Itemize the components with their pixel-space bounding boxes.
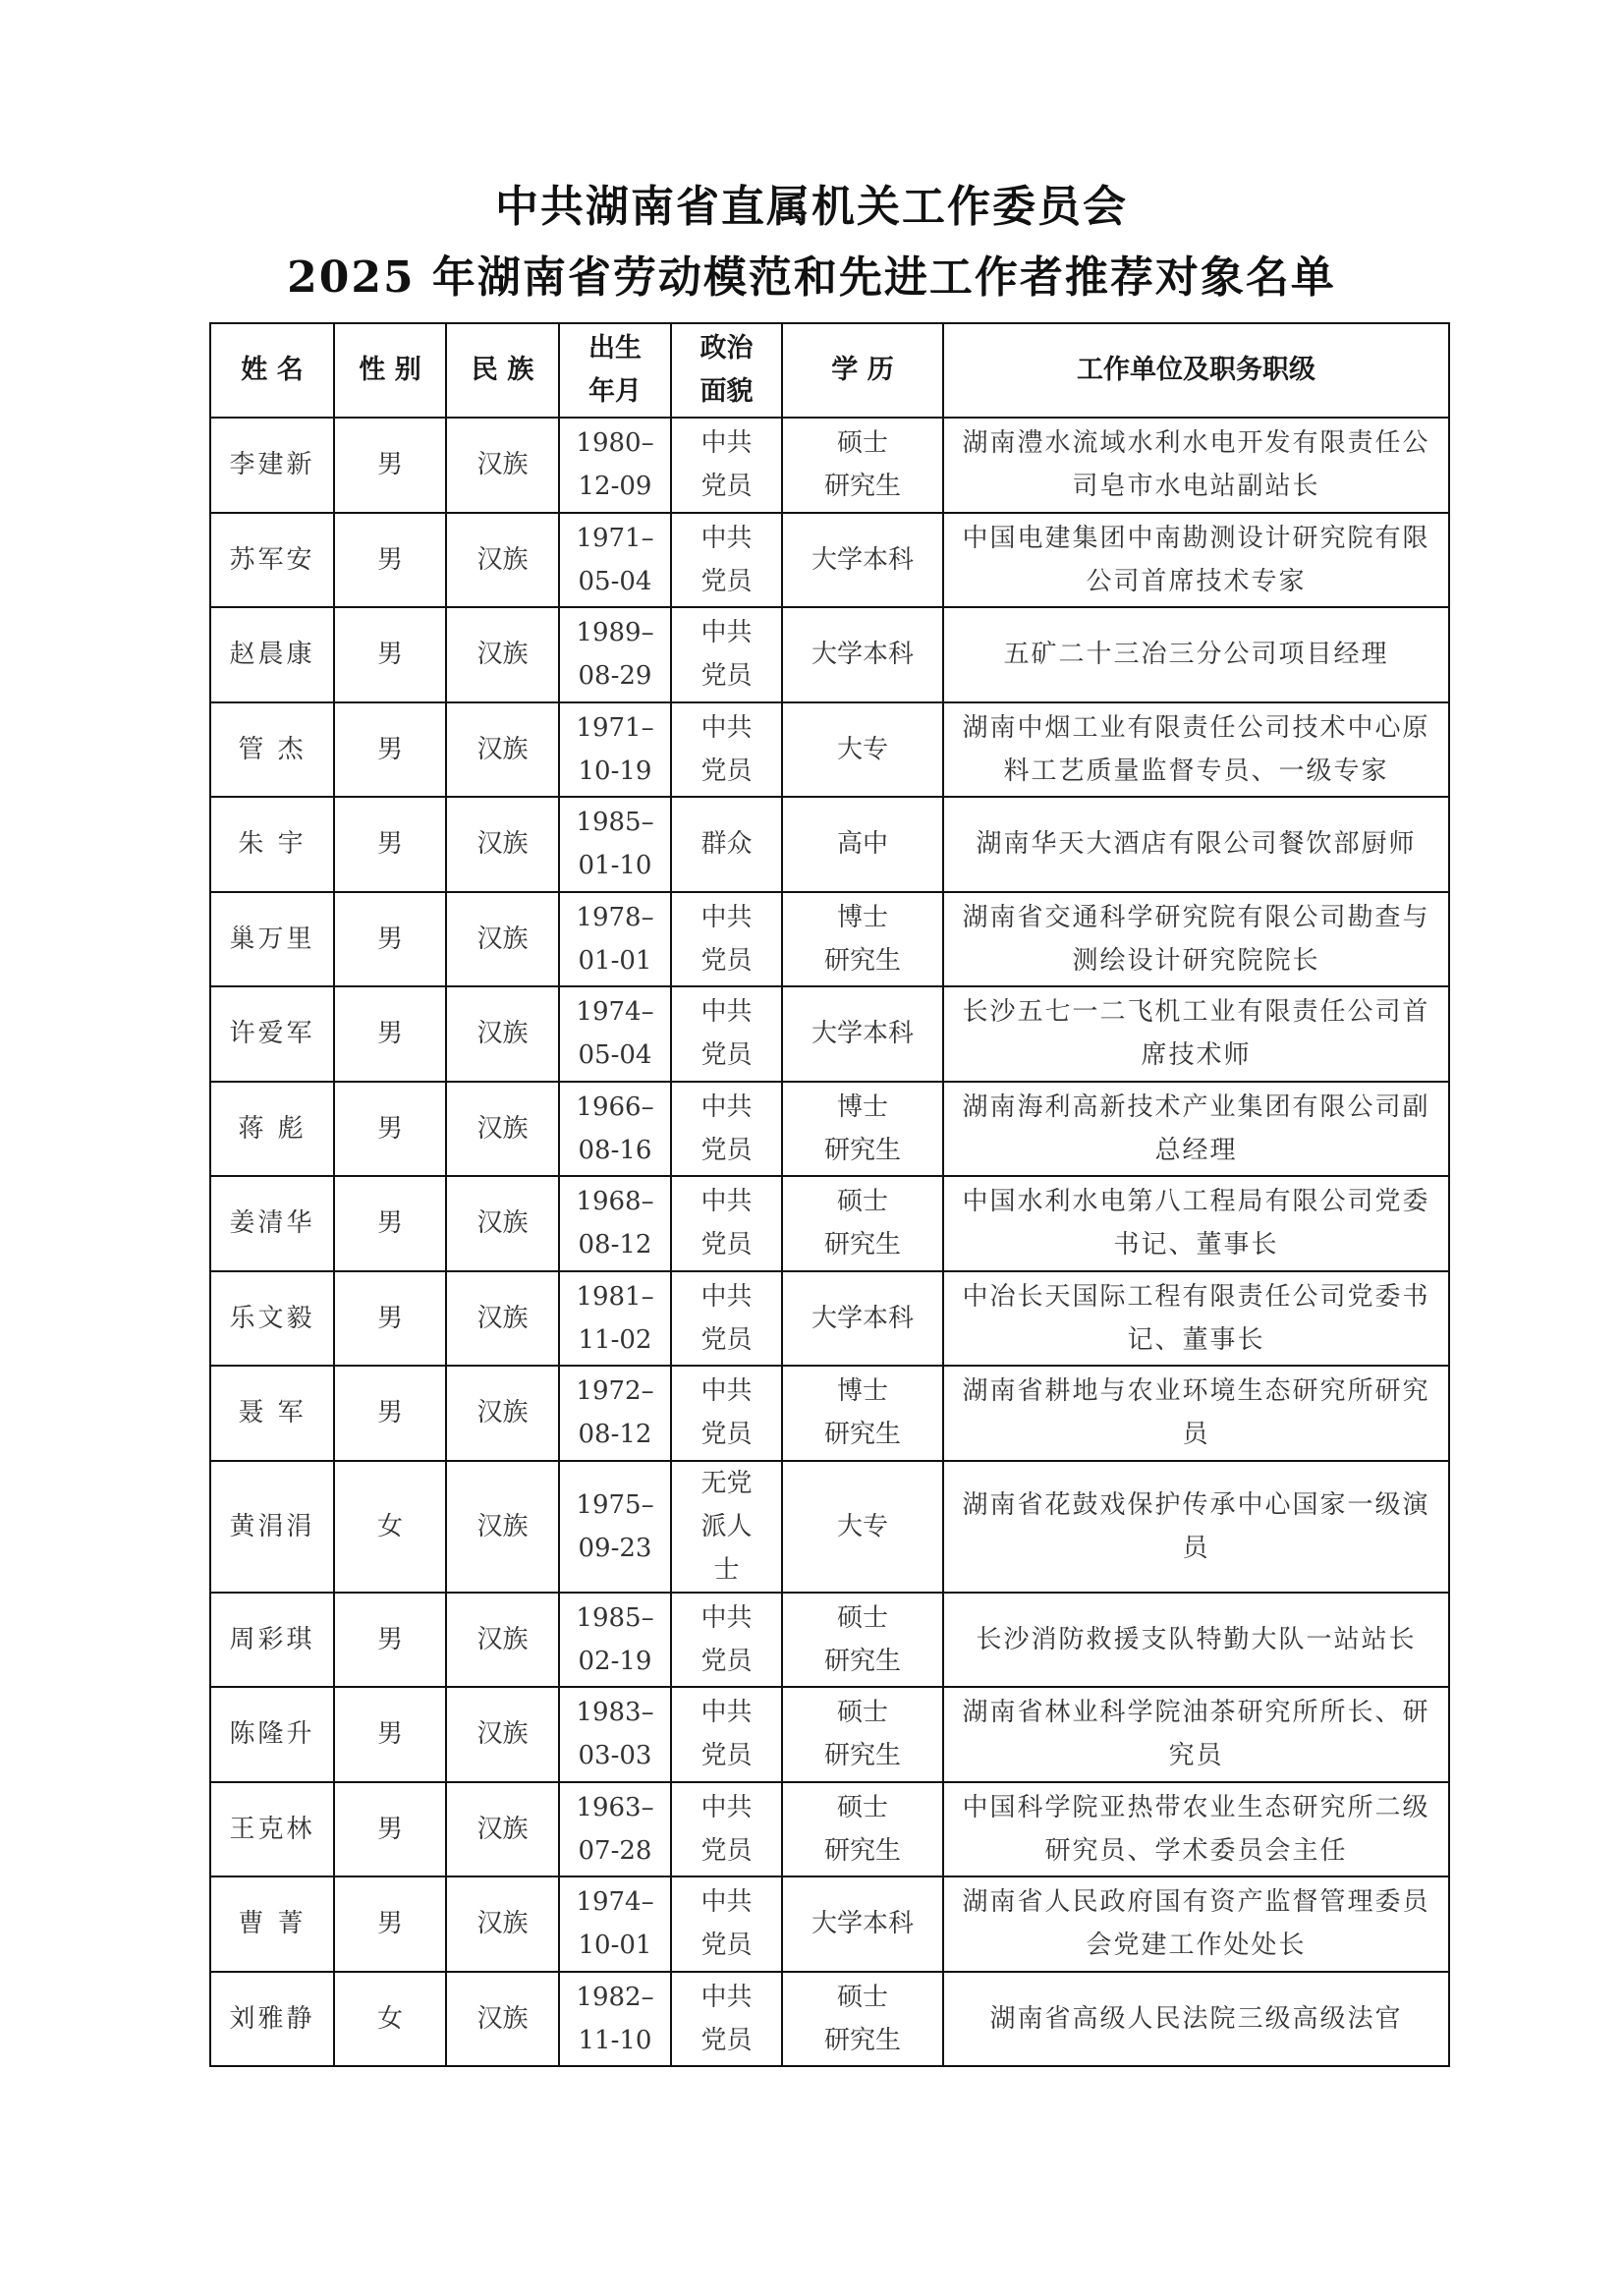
cell-birth: 1972– 08-12 bbox=[559, 1366, 671, 1461]
table-row bbox=[210, 1972, 1449, 2067]
header-name: 姓 名 bbox=[210, 323, 334, 418]
cell-name: 巢万里 bbox=[210, 892, 334, 987]
cell-gender: 男 bbox=[334, 702, 446, 798]
cell-name: 周彩琪 bbox=[210, 1593, 334, 1688]
table-row bbox=[210, 513, 1449, 608]
cell-gender: 男 bbox=[334, 1366, 446, 1461]
cell-name: 乐文毅 bbox=[210, 1271, 334, 1367]
cell-unit: 湖南海利高新技术产业集团有限公司副总经理 bbox=[943, 1082, 1449, 1177]
header-political: 政治 面貌 bbox=[671, 323, 782, 418]
cell-name: 管 杰 bbox=[210, 702, 334, 798]
cell-unit: 长沙消防救援支队特勤大队一站站长 bbox=[943, 1593, 1449, 1688]
cell-gender: 男 bbox=[334, 986, 446, 1082]
cell-ethnicity: 汉族 bbox=[446, 1366, 559, 1461]
cell-unit: 中国水利水电第八工程局有限公司党委书记、董事长 bbox=[943, 1176, 1449, 1271]
cell-name: 黄涓涓 bbox=[210, 1461, 334, 1593]
table-row bbox=[210, 797, 1449, 892]
cell-political: 中共 党员 bbox=[671, 513, 782, 608]
cell-ethnicity: 汉族 bbox=[446, 1082, 559, 1177]
cell-ethnicity: 汉族 bbox=[446, 1687, 559, 1782]
cell-gender: 男 bbox=[334, 1176, 446, 1271]
cell-political: 中共 党员 bbox=[671, 1366, 782, 1461]
cell-unit: 湖南省耕地与农业环境生态研究所研究员 bbox=[943, 1366, 1449, 1461]
cell-unit: 湖南省高级人民法院三级高级法官 bbox=[943, 1972, 1449, 2067]
table-row bbox=[210, 1082, 1449, 1177]
cell-unit: 湖南华天大酒店有限公司餐饮部厨师 bbox=[943, 797, 1449, 892]
cell-birth: 1989– 08-29 bbox=[559, 607, 671, 702]
header-gender: 性 别 bbox=[334, 323, 446, 418]
cell-political: 中共 党员 bbox=[671, 1593, 782, 1688]
cell-gender: 男 bbox=[334, 1687, 446, 1782]
cell-gender: 男 bbox=[334, 1782, 446, 1877]
table-row bbox=[210, 607, 1449, 702]
cell-political: 中共 党员 bbox=[671, 1782, 782, 1877]
cell-birth: 1971– 10-19 bbox=[559, 702, 671, 798]
cell-education: 硕士 研究生 bbox=[782, 1593, 943, 1688]
cell-gender: 男 bbox=[334, 607, 446, 702]
cell-unit: 中国科学院亚热带农业生态研究所二级研究员、学术委员会主任 bbox=[943, 1782, 1449, 1877]
cell-education: 硕士 研究生 bbox=[782, 1972, 943, 2067]
cell-name: 蒋 彪 bbox=[210, 1082, 334, 1177]
cell-birth: 1963– 07-28 bbox=[559, 1782, 671, 1877]
table-row bbox=[210, 892, 1449, 987]
cell-name: 许爱军 bbox=[210, 986, 334, 1082]
cell-name: 陈隆升 bbox=[210, 1687, 334, 1782]
header-birth: 出生 年月 bbox=[559, 323, 671, 418]
title-line-1: 中共湖南省直属机关工作委员会 bbox=[495, 182, 1128, 232]
cell-unit: 湖南省林业科学院油茶研究所所长、研究员 bbox=[943, 1687, 1449, 1782]
cell-name: 姜清华 bbox=[210, 1176, 334, 1271]
cell-education: 博士 研究生 bbox=[782, 1082, 943, 1177]
cell-name: 李建新 bbox=[210, 418, 334, 513]
cell-birth: 1974– 05-04 bbox=[559, 986, 671, 1082]
header-education: 学 历 bbox=[782, 323, 943, 418]
cell-name: 赵晨康 bbox=[210, 607, 334, 702]
cell-gender: 男 bbox=[334, 418, 446, 513]
table-row bbox=[210, 1366, 1449, 1461]
cell-ethnicity: 汉族 bbox=[446, 986, 559, 1082]
cell-birth: 1981– 11-02 bbox=[559, 1271, 671, 1367]
cell-name: 曹 菁 bbox=[210, 1876, 334, 1972]
table-row bbox=[210, 418, 1449, 513]
cell-political: 中共 党员 bbox=[671, 607, 782, 702]
cell-political: 中共 党员 bbox=[671, 1176, 782, 1271]
cell-ethnicity: 汉族 bbox=[446, 892, 559, 987]
cell-ethnicity: 汉族 bbox=[446, 1593, 559, 1688]
cell-birth: 1971– 05-04 bbox=[559, 513, 671, 608]
cell-birth: 1985– 01-10 bbox=[559, 797, 671, 892]
cell-education: 硕士 研究生 bbox=[782, 418, 943, 513]
cell-political: 群众 bbox=[671, 797, 782, 892]
cell-ethnicity: 汉族 bbox=[446, 1271, 559, 1367]
cell-gender: 男 bbox=[334, 1876, 446, 1972]
table-row bbox=[210, 1176, 1449, 1271]
cell-education: 大专 bbox=[782, 702, 943, 798]
cell-unit: 湖南中烟工业有限责任公司技术中心原料工艺质量监督专员、一级专家 bbox=[943, 702, 1449, 798]
cell-ethnicity: 汉族 bbox=[446, 513, 559, 608]
cell-birth: 1983– 03-03 bbox=[559, 1687, 671, 1782]
cell-education: 硕士 研究生 bbox=[782, 1176, 943, 1271]
cell-unit: 湖南省交通科学研究院有限公司勘查与测绘设计研究院院长 bbox=[943, 892, 1449, 987]
nominee-table bbox=[209, 322, 1450, 2067]
cell-birth: 1966– 08-16 bbox=[559, 1082, 671, 1177]
cell-political: 中共 党员 bbox=[671, 1082, 782, 1177]
cell-ethnicity: 汉族 bbox=[446, 797, 559, 892]
cell-political: 中共 党员 bbox=[671, 986, 782, 1082]
cell-political: 中共 党员 bbox=[671, 1271, 782, 1367]
cell-gender: 男 bbox=[334, 1593, 446, 1688]
cell-education: 大学本科 bbox=[782, 513, 943, 608]
cell-gender: 女 bbox=[334, 1461, 446, 1593]
table-row bbox=[210, 1593, 1449, 1688]
cell-gender: 男 bbox=[334, 1271, 446, 1367]
cell-education: 大学本科 bbox=[782, 986, 943, 1082]
cell-unit: 中冶长天国际工程有限责任公司党委书记、董事长 bbox=[943, 1271, 1449, 1367]
cell-birth: 1980– 12-09 bbox=[559, 418, 671, 513]
header-unit: 工作单位及职务职级 bbox=[943, 323, 1449, 418]
cell-education: 硕士 研究生 bbox=[782, 1687, 943, 1782]
cell-birth: 1974– 10-01 bbox=[559, 1876, 671, 1972]
cell-name: 苏军安 bbox=[210, 513, 334, 608]
table-row bbox=[210, 986, 1449, 1082]
cell-education: 博士 研究生 bbox=[782, 1366, 943, 1461]
cell-political: 中共 党员 bbox=[671, 1876, 782, 1972]
table-row bbox=[210, 1876, 1449, 1972]
cell-birth: 1978– 01-01 bbox=[559, 892, 671, 987]
table-row bbox=[210, 1687, 1449, 1782]
cell-gender: 男 bbox=[334, 892, 446, 987]
cell-unit: 长沙五七一二飞机工业有限责任公司首席技术师 bbox=[943, 986, 1449, 1082]
cell-ethnicity: 汉族 bbox=[446, 1782, 559, 1877]
cell-unit: 中国电建集团中南勘测设计研究院有限公司首席技术专家 bbox=[943, 513, 1449, 608]
cell-political: 中共 党员 bbox=[671, 702, 782, 798]
cell-unit: 五矿二十三冶三分公司项目经理 bbox=[943, 607, 1449, 702]
cell-ethnicity: 汉族 bbox=[446, 1972, 559, 2067]
cell-education: 博士 研究生 bbox=[782, 892, 943, 987]
cell-education: 大学本科 bbox=[782, 1876, 943, 1972]
cell-unit: 湖南省人民政府国有资产监督管理委员会党建工作处处长 bbox=[943, 1876, 1449, 1972]
cell-unit: 湖南澧水流域水利水电开发有限责任公司皂市水电站副站长 bbox=[943, 418, 1449, 513]
cell-education: 硕士 研究生 bbox=[782, 1782, 943, 1877]
cell-birth: 1975– 09-23 bbox=[559, 1461, 671, 1593]
cell-name: 朱 宇 bbox=[210, 797, 334, 892]
table-header-row bbox=[210, 323, 1449, 418]
cell-name: 王克林 bbox=[210, 1782, 334, 1877]
header-ethnicity: 民 族 bbox=[446, 323, 559, 418]
cell-ethnicity: 汉族 bbox=[446, 1461, 559, 1593]
cell-education: 大学本科 bbox=[782, 1271, 943, 1367]
cell-political: 中共 党员 bbox=[671, 892, 782, 987]
cell-birth: 1985– 02-19 bbox=[559, 1593, 671, 1688]
cell-name: 聂 军 bbox=[210, 1366, 334, 1461]
cell-education: 大学本科 bbox=[782, 607, 943, 702]
table-row bbox=[210, 1271, 1449, 1367]
cell-ethnicity: 汉族 bbox=[446, 702, 559, 798]
cell-political: 中共 党员 bbox=[671, 1972, 782, 2067]
cell-ethnicity: 汉族 bbox=[446, 1876, 559, 1972]
cell-political: 无党 派人 士 bbox=[671, 1461, 782, 1593]
cell-ethnicity: 汉族 bbox=[446, 607, 559, 702]
table-row bbox=[210, 1782, 1449, 1877]
cell-ethnicity: 汉族 bbox=[446, 1176, 559, 1271]
cell-education: 高中 bbox=[782, 797, 943, 892]
cell-birth: 1968– 08-12 bbox=[559, 1176, 671, 1271]
cell-gender: 男 bbox=[334, 797, 446, 892]
cell-political: 中共 党员 bbox=[671, 1687, 782, 1782]
cell-education: 大专 bbox=[782, 1461, 943, 1593]
table-row bbox=[210, 1461, 1449, 1593]
cell-gender: 男 bbox=[334, 1082, 446, 1177]
cell-gender: 女 bbox=[334, 1972, 446, 2067]
cell-unit: 湖南省花鼓戏保护传承中心国家一级演员 bbox=[943, 1461, 1449, 1593]
cell-birth: 1982– 11-10 bbox=[559, 1972, 671, 2067]
cell-name: 刘雅静 bbox=[210, 1972, 334, 2067]
cell-gender: 男 bbox=[334, 513, 446, 608]
cell-ethnicity: 汉族 bbox=[446, 418, 559, 513]
title-line-2: 2025 年湖南省劳动模范和先进工作者推荐对象名单 bbox=[287, 252, 1336, 303]
table-row bbox=[210, 702, 1449, 798]
cell-political: 中共 党员 bbox=[671, 418, 782, 513]
